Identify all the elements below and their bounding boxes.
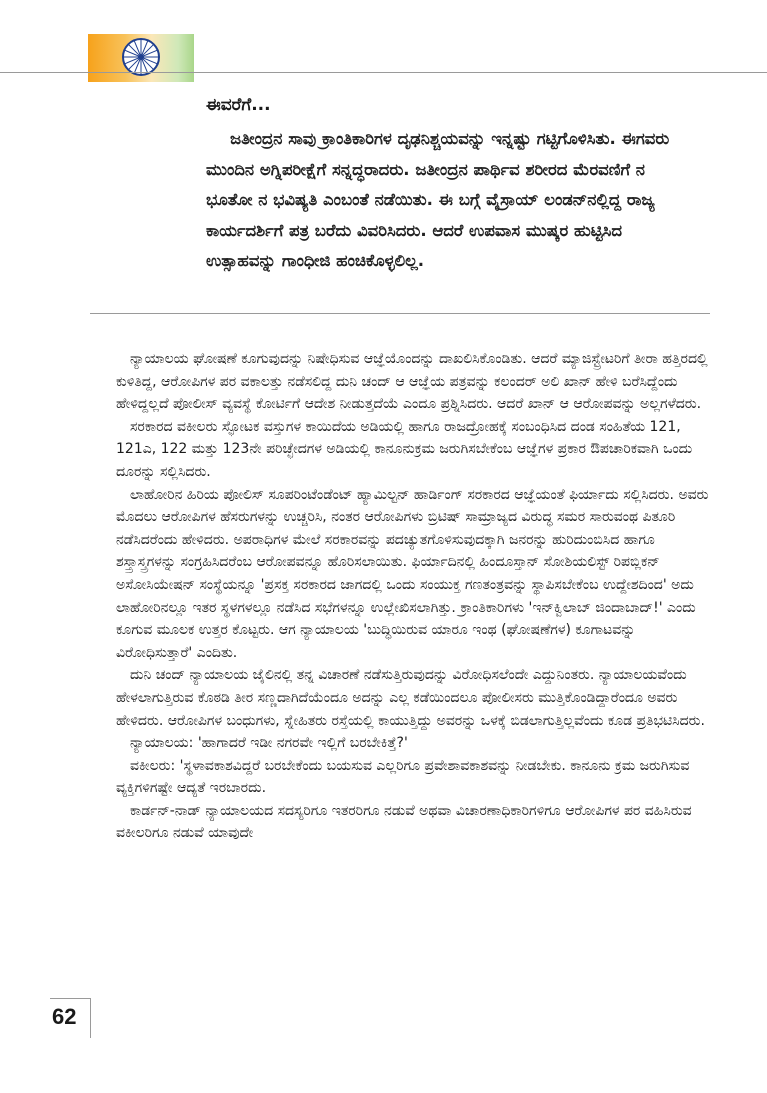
paragraph: ಸರಕಾರದ ವಕೀಲರು ಸ್ಫೋಟಕ ವಸ್ತುಗಳ ಕಾಯಿದೆಯ ಅಡಿಯಲ್ಲಿ ಹಾಗೂ ರಾಜದ್ರೋಹಕ್ಕೆ ಸಂಬಂಧಿಸಿದ ದಂಡ ಸಂಹಿತೆಯ 121, 121ಎ, 122 ಮತ್ತು 123ನೇ ಪರಿಚ್ಛೇದಗಳ ಅಡಿಯಲ್ಲಿ ಕಾನೂನುಕ್ರಮ ಜರುಗಿಸಬೇಕೆಂಬ ಆಜ್ಞೆಗಳ ಪ್ರಕಾರ ಔಪಚಾರಿಕವಾಗಿ ಒಂದು ದೂರನ್ನು ಸಲ್ಲಿಸಿದರು. bbox=[116, 418, 693, 480]
summary-heading: ಈವರೆಗೆ... bbox=[206, 95, 271, 115]
main-text bbox=[116, 348, 710, 845]
paragraph: ದುನಿ ಚಂದ್ ನ್ಯಾಯಾಲಯ ಜೈಲಿನಲ್ಲಿ ತನ್ನ ವಿಚಾರಣೆ ನಡೆಸುತ್ತಿರುವುದನ್ನು ವಿರೋಧಿಸಲೆಂದೇ ಎದ್ದುನಿಂತರು. ನ್ಯಾಯಾಲಯವೆಂದು ಹೇಳಲಾಗುತ್ತಿರುವ ಕೊಠಡಿ ತೀರ ಸಣ್ಣದಾಗಿದೆಯೆಂದೂ ಅದನ್ನು ಎಲ್ಲ ಕಡೆಯಿಂದಲೂ ಪೋಲೀಸರು ಮುತ್ತಿಕೊಂಡಿದ್ದಾರೆಂದೂ ಅವರು ಹೇಳಿದರು. ಆರೋಪಿಗಳ ಬಂಧುಗಳು, ಸ್ನೇಹಿತರು ರಸ್ತೆಯಲ್ಲಿ ಕಾಯುತ್ತಿದ್ದು ಅವರನ್ನು ಒಳಕ್ಕೆ ಬಿಡಲಾಗುತ್ತಿಲ್ಲವೆಂದು ಕೂಡ ಪ್ರತಿಭಟಿಸಿದರು. bbox=[116, 667, 705, 729]
summary-body: ಜತೀಂದ್ರನ ಸಾವು ಕ್ರಾಂತಿಕಾರಿಗಳ ದೃಢನಿಶ್ಚಯವನ್ನು ಇನ್ನಷ್ಟು ಗಟ್ಟಿಗೊಳಿಸಿತು. ಈಗವರು ಮುಂದಿನ ಅಗ್ನಿಪರೀಕ್ಷೆಗೆ ಸನ್ನದ್ಧರಾದರು. ಜತೀಂದ್ರನ ಪಾರ್ಥಿವ ಶರೀರದ ಮೆರವಣಿಗೆ ನ ಭೂತೋ ನ ಭವಿಷ್ಯತಿ ಎಂಬಂತೆ ನಡೆಯಿತು. ಈ ಬಗ್ಗೆ ವೈಸ್ರಾಯ್ ಲಂಡನ್‌ನಲ್ಲಿದ್ದ ರಾಜ್ಯ ಕಾರ್ಯದರ್ಶಿಗೆ ಪತ್ರ ಬರೆದು ವಿವರಿಸಿದರು. ಆದರೆ ಉಪವಾಸ ಮುಷ್ಕರ ಹುಟ್ಟಿಸಿದ ಉತ್ಸಾಹವನ್ನು ಗಾಂಧೀಜಿ ಹಂಚಿಕೊಳ್ಳಲಿಲ್ಲ. bbox=[206, 129, 670, 270]
flag-emblem bbox=[88, 34, 194, 82]
summary-box bbox=[206, 92, 682, 277]
paragraph: ಲಾಹೋರಿನ ಹಿರಿಯ ಪೋಲಿಸ್ ಸೂಪರಿಂಟೆಂಡೆಂಟ್ ಹ್ಯಾಮಿಲ್ಟನ್ ಹಾರ್ಡಿಂಗ್ ಸರಕಾರದ ಆಜ್ಞೆಯಂತೆ ಫಿರ್ಯಾದು ಸಲ್ಲಿಸಿದರು. ಅವರು ಮೊದಲು ಆರೋಪಿಗಳ ಹೆಸರುಗಳನ್ನು ಉಚ್ಚರಿಸಿ, ನಂತರ ಆರೋಪಿಗಳು ಬ್ರಿಟಿಷ್ ಸಾಮ್ರಾಜ್ಯದ ವಿರುದ್ಧ ಸಮರ ಸಾರುವಂಥ ಪಿತೂರಿ ನಡೆಸಿದರೆಂದು ಹೇಳಿದರು. ಅಪರಾಧಿಗಳ ಮೇಲೆ ಸರಕಾರವನ್ನು ಪದಚ್ಯುತಗೊಳಿಸುವುದಕ್ಕಾಗಿ ಜನರನ್ನು ಹುರಿದುಂಬಿಸಿದ ಹಾಗೂ ಶಸ್ತ್ರಾಸ್ತ್ರಗಳನ್ನು ಸಂಗ್ರಹಿಸಿದರೆಂಬ ಆರೋಪವನ್ನೂ ಹೊರಿಸಲಾಯಿತು. ಫಿರ್ಯಾದಿನಲ್ಲಿ ಹಿಂದೂಸ್ತಾನ್ ಸೋಶಿಯಲಿಸ್ಟ್ ರಿಪಬ್ಲಿಕನ್ ಅಸೋಸಿಯೇಷನ್ ಸಂಸ್ಥೆಯನ್ನೂ 'ಪ್ರಸಕ್ತ ಸರಕಾರದ ಜಾಗದಲ್ಲಿ ಒಂದು ಸಂಯುಕ್ತ ಗಣತಂತ್ರವನ್ನು ಸ್ಥಾಪಿಸಬೇಕೆಂಬ ಉದ್ದೇಶದಿಂದ' ಅದು ಲಾಹೋರಿನಲ್ಲೂ ಇತರ ಸ್ಥಳಗಳಲ್ಲೂ ನಡೆಸಿದ ಸಭೆಗಳನ್ನೂ ಉಲ್ಲೇಖಿಸಲಾಗಿತ್ತು. ಕ್ರಾಂತಿಕಾರಿಗಳು 'ಇನ್‌ಕ್ವಿಲಾಬ್ ಜಿಂದಾಬಾದ್!' ಎಂದು ಕೂಗುವ ಮೂಲಕ ಉತ್ತರ ಕೊಟ್ಟರು. ಆಗ ನ್ಯಾಯಾಲಯ 'ಬುದ್ಧಿಯಿರುವ ಯಾರೂ ಇಂಥ (ಘೋಷಣೆಗಳ) ಕೂಗಾಟವನ್ನು ವಿರೋಧಿಸುತ್ತಾರೆ' ಎಂದಿತು. bbox=[116, 486, 709, 661]
page-number: 62 bbox=[52, 1004, 77, 1029]
page-number-rule bbox=[50, 998, 90, 999]
paragraph: ಕಾರ್ಡನ್-ನಾಡ್ ನ್ಯಾಯಾಲಯದ ಸದಸ್ಯರಿಗೂ ಇತರರಿಗೂ ನಡುವೆ ಅಥವಾ ವಿಚಾರಣಾಧಿಕಾರಿಗಳಿಗೂ ಆರೋಪಿಗಳ ಪರ ವಹಿಸಿರುವ ವಕೀಲರಿಗೂ ನಡುವೆ ಯಾವುದೇ bbox=[116, 802, 692, 842]
paragraph: ನ್ಯಾಯಾಲಯ ಘೋಷಣೆ ಕೂಗುವುದನ್ನು ನಿಷೇಧಿಸುವ ಆಜ್ಞೆಯೊಂದನ್ನು ದಾಖಲಿಸಿಕೊಂಡಿತು. ಆದರೆ ಮ್ಯಾಜಿಸ್ಟ್ರೇಟರಿಗೆ ತೀರಾ ಹತ್ತಿರದಲ್ಲಿ ಕುಳಿತಿದ್ದ, ಆರೋಪಿಗಳ ಪರ ವಕಾಲತ್ತು ನಡೆಸಲಿದ್ದ ದುನಿ ಚಂದ್ ಆ ಆಜ್ಞೆಯ ಪತ್ರವನ್ನು ಕಲಂದರ್ ಅಲಿ ಖಾನ್ ಹೇಳಿ ಬರೆಸಿದ್ದೆಂದು ಹೇಳಿದ್ದಲ್ಲದೆ ಪೋಲೀಸ್ ವ್ಯವಸ್ಥೆ ಕೋರ್ಟಿಗೆ ಆದೇಶ ನೀಡುತ್ತದೆಯೆ ಎಂದೂ ಪ್ರಶ್ನಿಸಿದರು. ಆದರೆ ಖಾನ್ ಆ ಆರೋಪವನ್ನು ಅಲ್ಲಗಳೆದರು. bbox=[116, 351, 708, 413]
header-rule bbox=[0, 72, 767, 73]
paragraph: ನ್ಯಾಯಾಲಯ: 'ಹಾಗಾದರೆ ಇಡೀ ನಗರವೇ ಇಲ್ಲಿಗೆ ಬರಬೇಕಿತ್ತೆ?' bbox=[130, 735, 408, 752]
paragraph: ವಕೀಲರು: 'ಸ್ಥಳಾವಕಾಶವಿದ್ದರೆ ಬರಬೇಕೆಂದು ಬಯಸುವ ಎಲ್ಲರಿಗೂ ಪ್ರವೇಶಾವಕಾಶವನ್ನು ನೀಡಬೇಕು. ಕಾನೂನು ಕ್ರಮ ಜರುಗಿಸುವ ವ್ಯಕ್ತಿಗಳಿಗಷ್ಟೇ ಆದ್ಯತೆ ಇರಬಾರದು. bbox=[116, 757, 690, 797]
section-divider bbox=[90, 313, 710, 314]
page-number-divider bbox=[90, 998, 91, 1038]
